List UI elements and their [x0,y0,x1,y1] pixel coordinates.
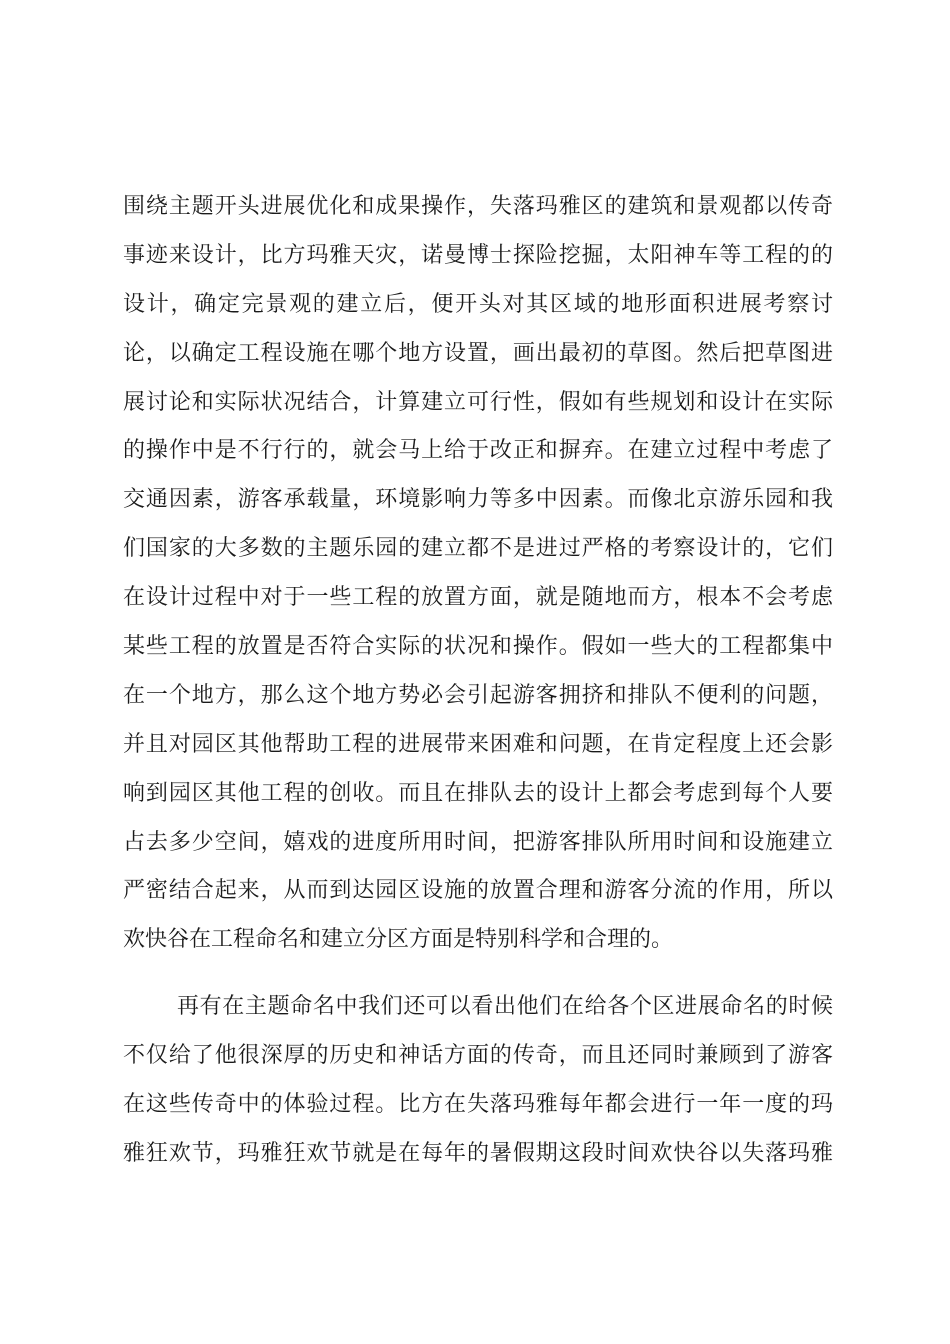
text-line: 响到园区其他工程的创收。而且在排队去的设计上都会考虑到每个人要 [123,780,833,806]
text-line: 再有在主题命名中我们还可以看出他们在给各个区进展命名的时候 [177,994,833,1020]
paragraph [123,983,833,1179]
paragraph [123,183,833,965]
text-line: 不仅给了他很深厚的历史和神话方面的传奇，而且还同时兼顾到了游客 [123,1043,833,1069]
text-line: 展讨论和实际状况结合，计算建立可行性，假如有些规划和设计在实际 [123,389,833,415]
text-line: 在这些传奇中的体验过程。比方在失落玛雅每年都会进行一年一度的玛 [123,1092,833,1118]
text-line: 雅狂欢节，玛雅狂欢节就是在每年的暑假期这段时间欢快谷以失落玛雅 [123,1140,833,1166]
text-line: 论，以确定工程设施在哪个地方设置，画出最初的草图。然后把草图进 [123,340,833,366]
text-line: 欢快谷在工程命名和建立分区方面是特别科学和合理的。 [123,927,674,953]
text-line: 在设计过程中对于一些工程的放置方面，就是随地而方，根本不会考虑 [123,585,833,611]
text-line: 某些工程的放置是否符合实际的状况和操作。假如一些大的工程都集中 [123,634,833,660]
text-line: 们国家的大多数的主题乐园的建立都不是进过严格的考察设计的，它们 [123,536,833,562]
text-line: 严密结合起来，从而到达园区设施的放置合理和游客分流的作用，所以 [123,878,833,904]
text-line: 在一个地方，那么这个地方势必会引起游客拥挤和排队不便利的问题， [123,682,833,708]
text-line: 占去多少空间，嬉戏的进度所用时间，把游客排队所用时间和设施建立 [123,829,833,855]
paragraph-spacer [123,965,833,983]
text-line: 设计，确定完景观的建立后，便开头对其区域的地形面积进展考察讨 [123,291,833,317]
text-line: 交通因素，游客承载量，环境影响力等多中因素。而像北京游乐园和我 [123,487,833,513]
text-line: 并且对园区其他帮助工程的进展带来困难和问题，在肯定程度上还会影 [123,731,833,757]
text-line: 围绕主题开头进展优化和成果操作，失落玛雅区的建筑和景观都以传奇 [123,194,833,219]
text-line: 的操作中是不行行的，就会马上给于改正和摒弃。在建立过程中考虑了 [123,438,833,464]
text-line: 事迹来设计，比方玛雅天灾，诺曼博士探险挖掘，太阳神车等工程的的 [123,242,833,268]
body-text [123,183,833,1179]
